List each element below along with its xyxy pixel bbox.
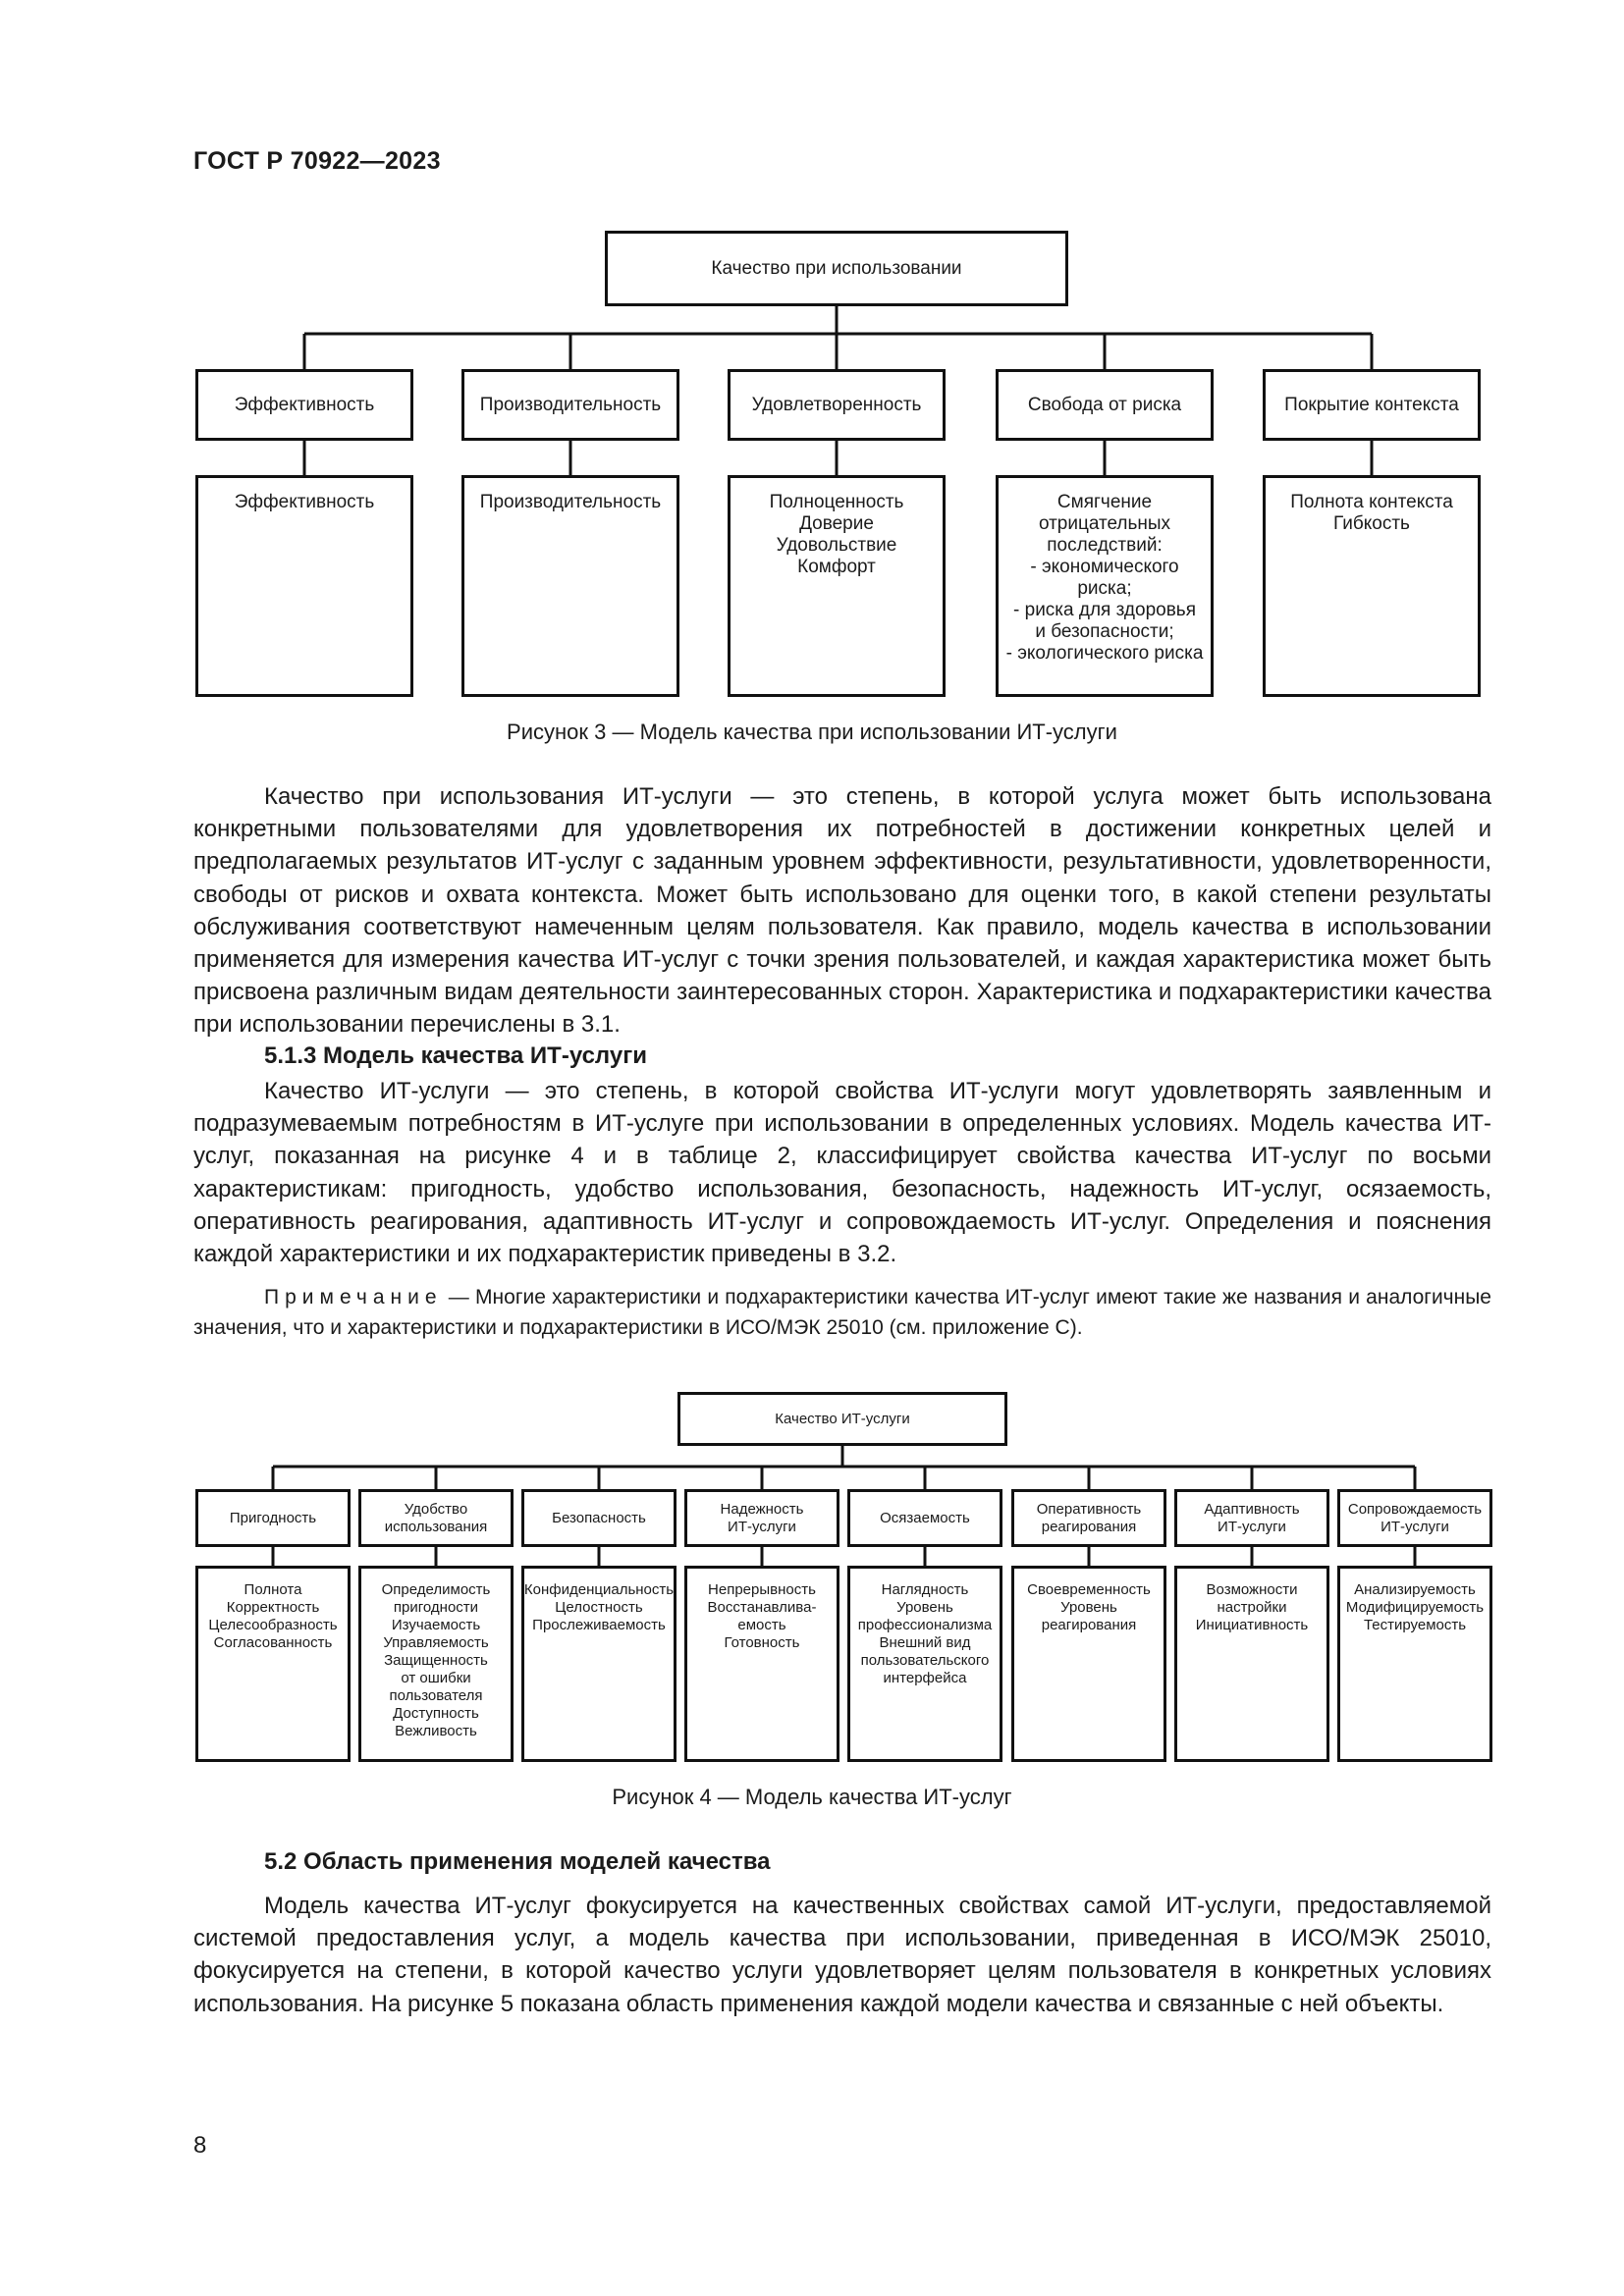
figure4-caption: Рисунок 4 — Модель качества ИТ-услуг: [612, 1785, 1012, 1809]
figure3-category-box: [1263, 369, 1481, 441]
figure4-detail-box: [358, 1566, 514, 1762]
category-label: Пригодность: [229, 1509, 317, 1526]
figure3-detail-box: [728, 475, 946, 697]
figure4-category-box: [1011, 1489, 1166, 1547]
category-label: Адаптивность ИТ-услуги: [1204, 1500, 1300, 1535]
note-text: — Многие характеристики и подхарактеристики качества ИТ-услуг имеют такие же названия и аналогичные значения, что и характеристики и подхарактеристики в ИСО/МЭК 25010 (см. приложение С).: [193, 1286, 1491, 1339]
figure4-category-box: [1174, 1489, 1329, 1547]
category-label: Сопровождаемость ИТ-услуги: [1347, 1500, 1483, 1535]
figure4-detail-box: [1174, 1566, 1329, 1762]
category-label: Безопасность: [552, 1509, 646, 1526]
detail-text: Определимость пригодности Изучаемость Управляемость Защищенность от ошибки пользователя Доступность Вежливость: [381, 1581, 491, 1739]
figure3-category-box: [728, 369, 946, 441]
figure4-detail-box: [847, 1566, 1002, 1762]
figure3-detail-box: [1263, 475, 1481, 697]
figure3-detail-box: [461, 475, 679, 697]
figure4-category-box: [195, 1489, 351, 1547]
section-heading-52: 5.2 Область применения моделей качества: [264, 1848, 771, 1875]
category-label: Удовлетворенность: [751, 394, 922, 415]
figure4-category-box: [1337, 1489, 1492, 1547]
detail-text: Анализируемость Модифицируемость Тестируемость: [1345, 1581, 1485, 1633]
figure4-category-box: [358, 1489, 514, 1547]
figure3-category-box: [195, 369, 413, 441]
figure4-category-box: [521, 1489, 677, 1547]
figure4-root-label: Качество ИТ-услуги: [775, 1410, 910, 1427]
figure4-detail-box: [684, 1566, 839, 1762]
figure4-detail-box: [521, 1566, 677, 1762]
figure4-detail-box: [1011, 1566, 1166, 1762]
figure3-root-box: [605, 231, 1068, 306]
figure3-root-label: Качество при использовании: [711, 257, 962, 279]
paragraph-text: Качество при использования ИТ-услуги — это степень, в которой услуга может быть использована конкретными пользователями для удовлетворения их потребностей в достижении конкретных целей и предполагаемых результатов ИТ-услуг с заданным уровнем эффективности, результативности, удовлетворенности, свободы от рисков и охвата контекста. Может быть использовано для оценки того, в какой степени результаты обслуживания соответствуют намеченным целям пользователя. Как правило, модель качества в использовании применяется для измерения качества ИТ-услуг с точки зрения пользователей, и каждая характеристика может быть присвоена различным видам деятельности заинтересованных сторон. Характеристика и подхарактеристики качества при использовании перечислены в 3.1.: [193, 783, 1491, 1039]
category-label: Свобода от риска: [1027, 394, 1182, 415]
detail-text: Полнота контекста Гибкость: [1290, 492, 1453, 534]
category-label: Покрытие контекста: [1284, 394, 1459, 415]
detail-text: Непрерывность Восстанавлива- емость Готовность: [707, 1581, 817, 1651]
figure3-detail-box: [996, 475, 1214, 697]
category-label: Оперативность реагирования: [1036, 1500, 1142, 1535]
figure4-root-box: [677, 1392, 1007, 1446]
paragraph-text: Качество ИТ-услуги — это степень, в которой свойства ИТ-услуги могут удовлетворять заявленным и подразумеваемым потребностям в ИТ-услуге при использовании в определенных условиях. Модель качества ИТ-услуг, показанная на рисунке 4 и в таблице 2, классифицирует свойства качества ИТ-услуг по восьми характеристикам: пригодность, удобство использования, безопасность, надежность ИТ-услуг, осязаемость, оперативность реагирования, адаптивность ИТ-услуг и сопровождаемость ИТ-услуг. Определения и пояснения каждой характеристики и их подхарактеристик приведены в 3.2.: [193, 1078, 1491, 1268]
detail-text: Возможности настройки Инициативность: [1195, 1581, 1309, 1633]
figure4-detail-box: [1337, 1566, 1492, 1762]
detail-text: Конфиденциальность Целостность Прослеживаемость: [523, 1581, 675, 1633]
note-label: Примечание: [264, 1286, 443, 1308]
figure3-category-box: [996, 369, 1214, 441]
figure4-category-box: [684, 1489, 839, 1547]
detail-text: Смягчение отрицательных последствий: - экономического риска; - риска для здоровья и безопасности; - экологического риска: [1005, 492, 1204, 664]
detail-text: Своевременность Уровень реагирования: [1027, 1581, 1151, 1633]
category-label: Эффективность: [234, 394, 375, 415]
document-header: ГОСТ Р 70922—2023: [193, 147, 441, 175]
detail-text: Полнота Корректность Целесообразность Согласованность: [208, 1581, 338, 1651]
category-label: Производительность: [479, 394, 662, 415]
detail-text: Производительность: [479, 492, 662, 512]
category-label: Надежность ИТ-услуги: [720, 1500, 804, 1535]
detail-text: Эффективность: [234, 492, 375, 512]
paragraph-it-service-quality: [193, 1075, 1491, 1270]
figure3-detail-box: [195, 475, 413, 697]
category-label: Удобство использования: [384, 1500, 488, 1535]
section-heading-513: 5.1.3 Модель качества ИТ-услуги: [264, 1042, 647, 1069]
figure3-category-box: [461, 369, 679, 441]
figure4-category-box: [847, 1489, 1002, 1547]
figure4-detail-box: [195, 1566, 351, 1762]
category-label: Осязаемость: [880, 1509, 970, 1526]
paragraph-scope: [193, 1890, 1491, 2020]
note: [193, 1282, 1491, 1343]
detail-text: Полноценность Доверие Удовольствие Комфорт: [769, 492, 904, 577]
page-number: 8: [193, 2132, 207, 2159]
paragraph-quality-in-use: [193, 780, 1491, 1041]
figure3-caption: Рисунок 3 — Модель качества при использовании ИТ-услуги: [507, 720, 1117, 744]
detail-text: Наглядность Уровень профессионализма Внешний вид пользовательского интерфейса: [857, 1581, 993, 1686]
paragraph-text: Модель качества ИТ-услуг фокусируется на качественных свойствах самой ИТ-услуги, предоставляемой системой предоставления услуг, а модель качества при использовании, приведенная в ИСО/МЭК 25010, фокусируется на степени, в которой качество услуги удовлетворяет целям пользователя в конкретных условиях использования. На рисунке 5 показана область применения каждой модели качества и связанные с ней объекты.: [193, 1893, 1491, 2017]
